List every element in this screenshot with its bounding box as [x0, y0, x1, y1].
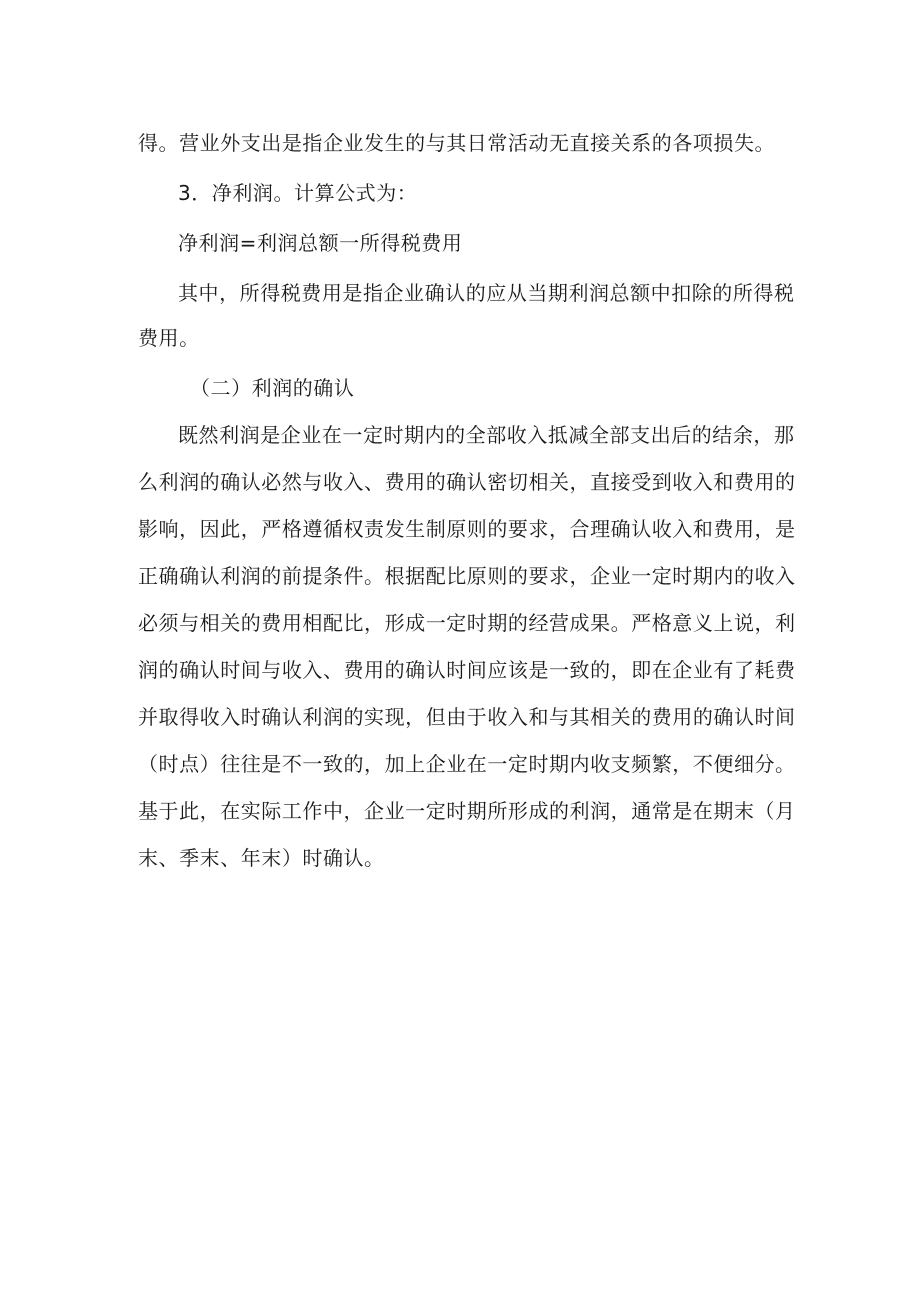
- paragraph-line: 润的确认时间与收入、费用的确认时间应该是一致的，即在企业有了耗费: [138, 658, 796, 682]
- formula-line: 净利润=利润总额一所得税费用: [178, 231, 463, 255]
- paragraph-line: 既然利润是企业在一定时期内的全部收入抵减全部支出后的结余，那: [178, 423, 795, 447]
- paragraph-line: 影响，因此，严格遵循权责发生制原则的要求，合理确认收入和费用，是: [138, 517, 796, 541]
- paragraph-line: 么利润的确认必然与收入、费用的确认密切相关，直接受到收入和费用的: [138, 470, 796, 494]
- paragraph-line: 必须与相关的费用相配比，形成一定时期的经营成果。严格意义上说，利: [138, 611, 796, 635]
- paragraph-line: 基于此，在实际工作中，企业一定时期所形成的利润，通常是在期末（月: [138, 799, 796, 823]
- paragraph-line: 其中，所得税费用是指企业确认的应从当期利润总额中扣除的所得税: [178, 281, 795, 305]
- paragraph-line: 正确确认利润的前提条件。根据配比原则的要求，企业一定时期内的收入: [138, 564, 796, 588]
- paragraph-line: 末、季末、年末）时确认。: [138, 846, 385, 870]
- paragraph-line: 费用。: [138, 326, 200, 350]
- paragraph-line: （时点）往往是不一致的，加上企业在一定时期内收支频繁，不便细分。: [138, 752, 796, 776]
- paragraph-line: 并取得收入时确认利润的实现，但由于收入和与其相关的费用的确认时间: [138, 705, 796, 729]
- section-heading: 3．净利润。计算公式为：: [178, 181, 418, 205]
- section-heading: （二）利润的确认: [190, 376, 355, 400]
- paragraph-line: 得。营业外支出是指企业发生的与其日常活动无直接关系的各项损失。: [138, 131, 776, 155]
